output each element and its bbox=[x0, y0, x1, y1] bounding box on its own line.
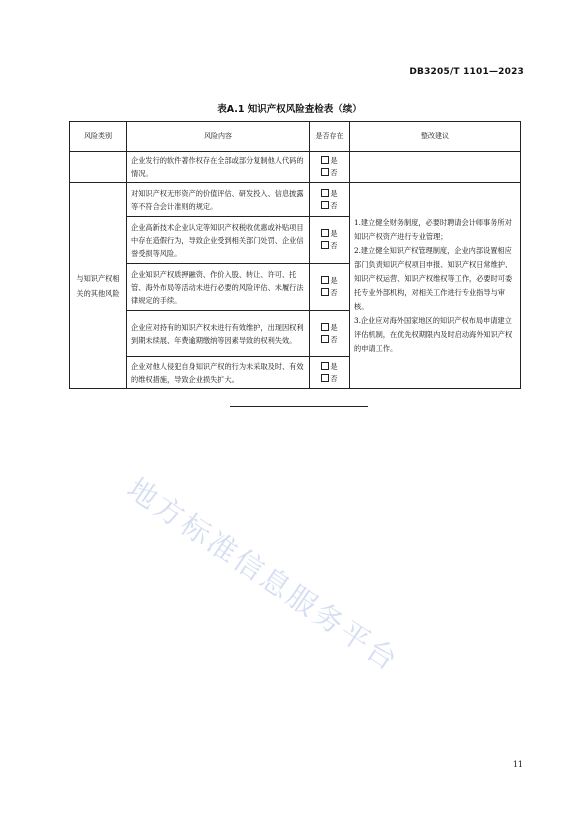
advice-cell-empty bbox=[350, 152, 521, 183]
option-no[interactable]: 否 bbox=[314, 334, 345, 346]
risk-content: 企业应对持有的知识产权未进行有效维护，出现因权利到期未续展、年费逾期缴纳等因素导致的权利失效。 bbox=[127, 311, 310, 357]
checkbox-icon bbox=[321, 241, 329, 249]
advice-item: 1.建立健全财务制度，必要时聘请会计师事务所对知识产权资产进行专业管理； bbox=[354, 217, 512, 241]
advice-item: 2.建立健全知识产权管理制度，企业内部设置相应部门负责知识产权项目申报、知识产权日常维护、知识产权运营、知识产权维权等工作，必要时可委托专业外部机构，对相关工作进行专业指导与审核。 bbox=[354, 245, 513, 311]
table-row bbox=[70, 152, 521, 183]
checkbox-icon bbox=[321, 201, 329, 209]
table-header-row bbox=[70, 122, 521, 152]
option-no[interactable]: 否 bbox=[314, 167, 345, 179]
checkbox-icon bbox=[321, 229, 329, 237]
risk-category: 与知识产权相关的其他风险 bbox=[70, 183, 127, 389]
header-content: 风险内容 bbox=[127, 122, 310, 152]
option-yes[interactable]: 是 bbox=[314, 188, 345, 200]
watermark: 地方标准信息服务平台 bbox=[121, 471, 406, 679]
risk-content: 对知识产权无形资产的价值评估、研发投入、信息披露等不符合会计准则的规定。 bbox=[127, 183, 310, 217]
option-no[interactable]: 否 bbox=[314, 373, 345, 385]
checkbox-icon bbox=[321, 362, 329, 370]
risk-content: 企业知识产权质押融资、作价入股、转让、许可、托管、海外布局等活动未进行必要的风险评估、未履行法律规定的手续。 bbox=[127, 264, 310, 311]
option-no[interactable]: 否 bbox=[314, 200, 345, 212]
document-code: DB3205/T 1101—2023 bbox=[409, 67, 524, 77]
end-divider bbox=[230, 406, 368, 407]
exists-options bbox=[310, 264, 350, 311]
option-no[interactable]: 否 bbox=[314, 287, 345, 299]
category-cell-empty bbox=[70, 152, 127, 183]
checkbox-icon bbox=[321, 168, 329, 176]
checkbox-icon bbox=[321, 156, 329, 164]
exists-options bbox=[310, 311, 350, 357]
exists-options bbox=[310, 152, 350, 183]
option-yes[interactable]: 是 bbox=[314, 228, 345, 240]
header-advice: 整改建议 bbox=[350, 122, 521, 152]
checkbox-icon bbox=[321, 374, 329, 382]
checkbox-icon bbox=[321, 189, 329, 197]
risk-content: 企业发行的软件著作权存在全部或部分复制他人代码的情况。 bbox=[127, 152, 310, 183]
table-row bbox=[70, 183, 521, 217]
exists-options bbox=[310, 183, 350, 217]
risk-content: 企业高新技术企业认定等知识产权税收优惠或补贴项目中存在造假行为，导致企业受到相关部门处罚、企业信誉受损等风险。 bbox=[127, 217, 310, 264]
advice-item: 3.企业应对海外国家地区的知识产权布局申请建立评估机制，在优先权期限内及时启动海外知识产权的申请工作。 bbox=[354, 315, 513, 353]
header-exists: 是否存在 bbox=[310, 122, 350, 152]
option-yes[interactable]: 是 bbox=[314, 322, 345, 334]
option-yes[interactable]: 是 bbox=[314, 275, 345, 287]
header-category: 风险类别 bbox=[70, 122, 127, 152]
risk-checklist-table bbox=[69, 121, 521, 389]
option-yes[interactable]: 是 bbox=[314, 361, 345, 373]
checkbox-icon bbox=[321, 288, 329, 296]
option-no[interactable]: 否 bbox=[314, 240, 345, 252]
checkbox-icon bbox=[321, 335, 329, 343]
exists-options bbox=[310, 217, 350, 264]
option-yes[interactable]: 是 bbox=[314, 155, 345, 167]
table-title: 表A.1 知识产权风险查检表（续） bbox=[217, 104, 362, 115]
page-number: 11 bbox=[512, 760, 523, 769]
checkbox-icon bbox=[321, 276, 329, 284]
rectification-advice bbox=[350, 183, 521, 389]
checkbox-icon bbox=[321, 323, 329, 331]
exists-options bbox=[310, 357, 350, 389]
risk-content: 企业对他人侵犯自身知识产权的行为未采取及时、有效的维权措施，导致企业损失扩大。 bbox=[127, 357, 310, 389]
